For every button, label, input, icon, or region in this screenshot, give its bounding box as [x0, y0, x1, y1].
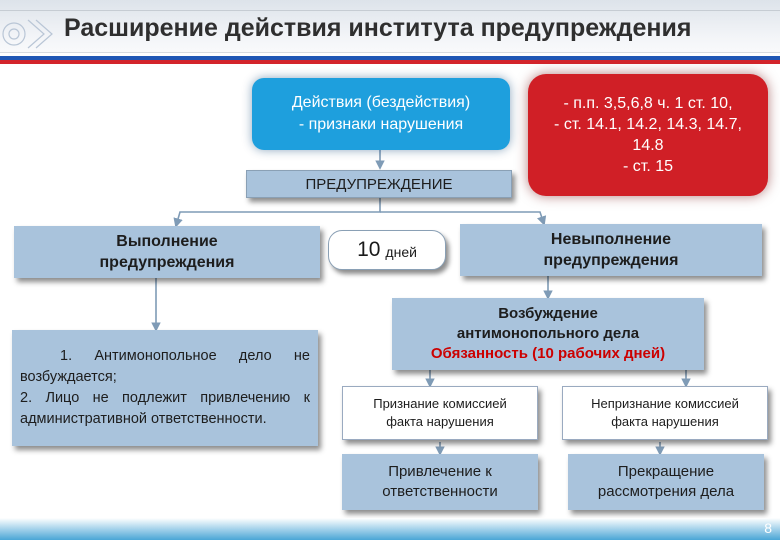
ten-days-unit: дней — [385, 244, 417, 260]
flag-stripes — [0, 52, 780, 64]
warning-text: ПРЕДУПРЕЖДЕНИЕ — [305, 175, 453, 193]
case-initiation-text: Возбуждение антимонопольного дела — [456, 305, 640, 342]
obligation-text: Обязанность (10 рабочих дней) — [430, 345, 666, 362]
violation-recognized-box — [342, 386, 538, 440]
ten-days-number: 10 — [357, 238, 381, 261]
header-line — [0, 10, 780, 11]
termination-box — [568, 454, 764, 510]
footer-bar — [0, 518, 780, 540]
page-number: 8 — [764, 520, 772, 536]
consequences-box — [12, 330, 318, 446]
slide-title: Расширение действия института предупреждения — [64, 14, 692, 42]
not-fulfilled-box — [460, 224, 762, 276]
legal-refs-text: - п.п. 3,5,6,8 ч. 1 ст. 10, - ст. 14.1, 14.2, 14.3, 14.7, 14.8 - ст. 15 — [554, 95, 742, 175]
liability-box — [342, 454, 538, 510]
warning-box — [246, 170, 512, 198]
violation-not-recognized-text: Непризнание комиссией факта нарушения — [591, 396, 739, 429]
actions-box — [252, 78, 510, 150]
violation-not-recognized-box — [562, 386, 768, 440]
ten-days-badge — [328, 230, 446, 270]
fulfilled-text: Выполнение предупреждения — [99, 233, 235, 271]
fulfilled-box — [14, 226, 320, 278]
termination-text: Прекращение рассмотрения дела — [597, 463, 735, 500]
liability-text: Привлечение к ответственности — [382, 463, 498, 500]
violation-recognized-text: Признание комиссией факта нарушения — [373, 396, 507, 429]
consequences-text: 1. Антимонопольное дело не возбуждается; 2. Лицо не подлежит привлечению к административной ответственности. — [20, 348, 310, 427]
legal-refs-box — [528, 74, 768, 196]
case-initiation-box — [392, 298, 704, 370]
slide-header — [0, 0, 780, 68]
not-fulfilled-text: Невыполнение предупреждения — [543, 231, 679, 269]
actions-text: Действия (бездействия) - признаки нарушения — [291, 94, 471, 133]
